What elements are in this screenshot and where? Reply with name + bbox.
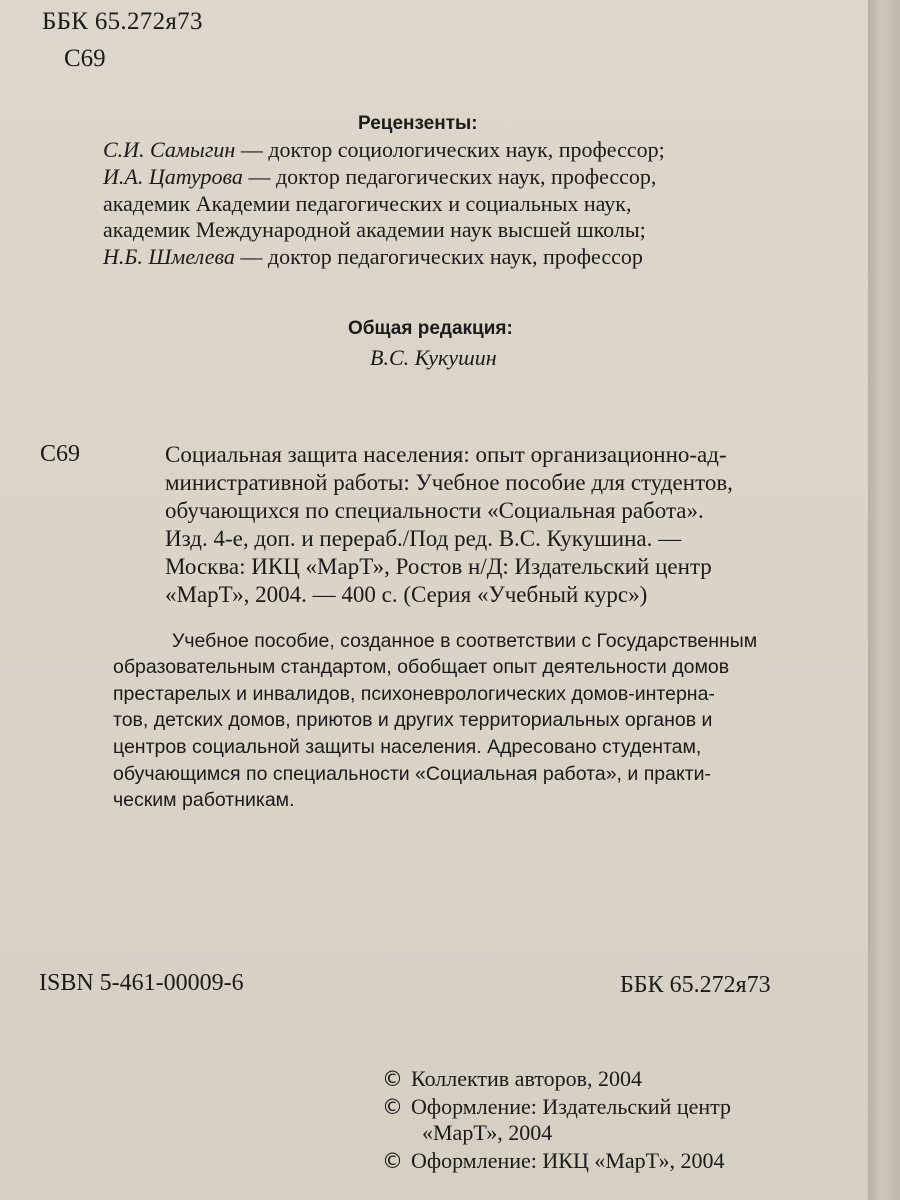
abstract-line: центров социальной защиты населения. Адресовано студентам, <box>113 736 702 758</box>
abstract-line: образовательным стандартом, обобщает опыт деятельности домов <box>113 656 730 678</box>
catalog-line: Москва: ИКЦ «МарТ», Ростов н/Д: Издательский центр <box>165 554 712 579</box>
copyright-line: © Коллектив авторов, 2004 <box>382 1066 642 1091</box>
copyright-icon: © <box>382 1095 403 1119</box>
reviewer-line: академик Академии педагогических и социальных наук, <box>103 191 632 216</box>
page-edge <box>868 0 900 1200</box>
abstract-line: обучающимся по специальности «Социальная работа», и практи- <box>113 763 712 785</box>
catalog-line: «МарТ», 2004. — 400 с. (Серия «Учебный курс») <box>165 582 648 607</box>
copyright-line: © Оформление: Издательский центр <box>382 1094 732 1119</box>
catalog-code: С69 <box>40 441 81 467</box>
catalog-line: министративной работы: Учебное пособие для студентов, <box>165 470 733 495</box>
abstract-line: ческим работникам. <box>113 789 295 811</box>
bbk-code-top: ББК 65.272я73 <box>42 8 203 35</box>
reviewer-line: академик Международной академии наук высшей школы; <box>103 217 646 242</box>
reviewer-line: И.А. Цатурова — доктор педагогических наук, профессор, <box>103 164 657 189</box>
copyright-line-continued: «МарТ», 2004 <box>422 1120 553 1145</box>
abstract-line: Учебное пособие, созданное в соответствии с Государственным <box>172 630 758 652</box>
reviewers-heading: Рецензенты: <box>358 113 478 134</box>
abstract-line: престарелых и инвалидов, психоневрологических домов-интерна- <box>113 683 715 705</box>
catalog-line: Изд. 4-е, доп. и перераб./Под ред. В.С. Кукушина. — <box>165 526 682 551</box>
abstract-line: тов, детских домов, приютов и других территориальных органов и <box>113 709 713 731</box>
isbn: ISBN 5-461-00009-6 <box>39 970 244 996</box>
editor-name: В.С. Кукушин <box>370 345 497 370</box>
author-mark-top: С69 <box>64 45 106 72</box>
catalog-line: Социальная защита населения: опыт организационно-ад- <box>165 442 727 467</box>
copyright-icon: © <box>382 1149 403 1173</box>
catalog-line: обучающихся по специальности «Социальная работа». <box>165 498 704 523</box>
bbk-code-bottom: ББК 65.272я73 <box>620 972 771 998</box>
editor-heading: Общая редакция: <box>348 318 513 339</box>
copyright-icon: © <box>382 1067 403 1091</box>
copyright-line: © Оформление: ИКЦ «МарТ», 2004 <box>382 1148 725 1173</box>
reviewer-line: С.И. Самыгин — доктор социологических наук, профессор; <box>103 137 665 162</box>
reviewer-line: Н.Б. Шмелева — доктор педагогических наук, профессор <box>103 244 643 269</box>
